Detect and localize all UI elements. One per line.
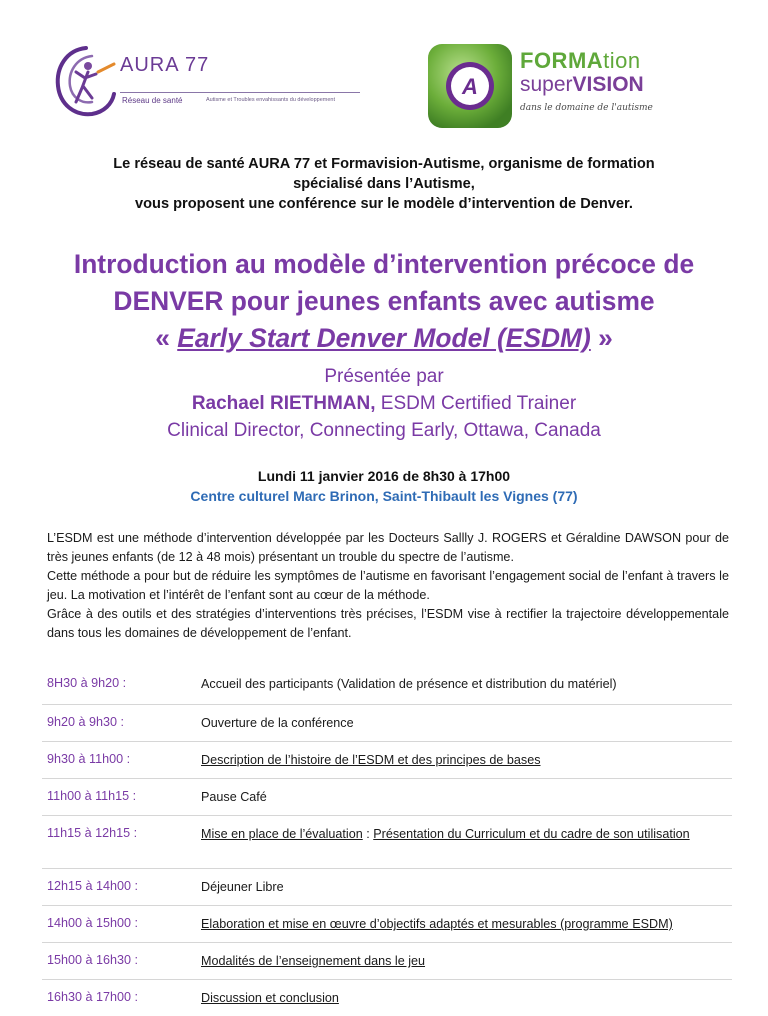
schedule-item: Elaboration et mise en œuvre d’objectifs adaptés et mesurables (programme ESDM) (201, 917, 673, 931)
description-paragraph: L’ESDM est une méthode d’intervention développée par les Docteurs Sallly J. ROGERS et Géraldine DAWSON pour de très jeunes enfants (de 12 à 48 mois) présentant un trouble du spectre de l’autisme. (47, 531, 729, 564)
formavision-emblem-icon (424, 40, 516, 132)
schedule-row (42, 869, 732, 906)
schedule-row (42, 705, 732, 742)
formavision-tagline: dans le domaine de l'autisme (520, 103, 653, 113)
schedule-row (42, 742, 732, 779)
formavision-forma: FORMA (520, 48, 604, 73)
intro-line-1: Le réseau de santé AURA 77 et Formavision-Autisme, organisme de formation (113, 156, 655, 172)
schedule-row (42, 664, 732, 705)
title-quote-close: » (590, 323, 613, 353)
title-line-2: DENVER pour jeunes enfants avec autisme (113, 286, 655, 316)
schedule-item: Accueil des participants (Validation de présence et distribution du matériel) (201, 677, 617, 691)
title-line-3 (30, 320, 738, 357)
formavision-title-bottom (520, 73, 644, 97)
aura-logo-name: AURA 77 (120, 54, 210, 76)
title-line-1: Introduction au modèle d’intervention précoce de (73, 249, 695, 279)
schedule-time: 9h20 à 9h30 : (47, 715, 125, 729)
event-date: Lundi 11 janvier 2016 de 8h30 à 17h00 (257, 468, 511, 484)
schedule-row (42, 906, 732, 943)
title-model-name: Early Start Denver Model (ESDM) (177, 323, 591, 353)
presenter-affiliation: Clinical Director, Connecting Early, Ottawa, Canada (167, 420, 601, 441)
schedule-item: Description de l’histoire de l’ESDM et des principes de bases (201, 753, 541, 767)
schedule-row (42, 980, 732, 1016)
presenter-block (30, 363, 738, 444)
formavision-tion: tion (603, 48, 641, 73)
presenter-line (30, 390, 738, 417)
schedule-row (42, 943, 732, 980)
event-info (30, 466, 738, 506)
aura-logo-subtitle: Réseau de santé (122, 96, 183, 105)
formavision-logo (424, 40, 664, 132)
schedule-item: Déjeuner Libre (201, 880, 284, 894)
schedule-time: 11h00 à 11h15 : (47, 789, 137, 803)
aura-logo-divider (120, 92, 360, 93)
schedule-item-part: Présentation du Curriculum et du cadre de son utilisation (373, 827, 690, 841)
title-quote-open: « (155, 323, 178, 353)
schedule-row (42, 816, 732, 869)
aura-logo-tagline: Autisme et Troubles envahissants du développement (206, 97, 336, 103)
formavision-vision: VISION (572, 73, 644, 96)
schedule-item: Discussion et conclusion (201, 991, 339, 1005)
intro-line-3: vous proposent une conférence sur le modèle d’intervention de Denver. (135, 196, 633, 212)
schedule-time: 8H30 à 9h20 : (47, 676, 127, 690)
schedule-time: 14h00 à 15h00 : (47, 916, 139, 930)
presenter-name: Rachael RIETHMAN, (191, 393, 376, 414)
schedule-time: 16h30 à 17h00 : (47, 990, 139, 1004)
schedule-time: 9h30 à 11h00 : (47, 752, 131, 766)
description-paragraph: Cette méthode a pour but de réduire les symptômes de l’autisme en favorisant l’engagement social de l’enfant à travers le jeu. La motivation et l’intérêt de l’enfant sont au cœur de la méthode. (47, 569, 729, 602)
schedule-time: 15h00 à 16h30 : (47, 953, 139, 967)
schedule-row (42, 779, 732, 816)
schedule-item-part: Mise en place de l’évaluation (201, 827, 363, 841)
description (47, 529, 729, 643)
schedule-item: Pause Café (201, 790, 267, 804)
intro-text (40, 154, 728, 214)
formavision-super: super (520, 73, 573, 96)
formavision-title-top (520, 48, 641, 74)
svg-text:A: A (462, 74, 478, 99)
schedule-table (42, 664, 732, 1016)
presented-by-label: Présentée par (324, 366, 444, 387)
intro-line-2: spécialisé dans l’Autisme, (293, 176, 475, 192)
presenter-role: ESDM Certified Trainer (375, 393, 577, 414)
aura77-logo (58, 46, 358, 126)
schedule-time: 12h15 à 14h00 : (47, 879, 139, 893)
schedule-item: Modalités de l’enseignement dans le jeu (201, 954, 426, 968)
conference-title (30, 246, 738, 357)
logos-header (0, 40, 768, 140)
schedule-item-separator: : (362, 827, 374, 841)
schedule-item: Ouverture de la conférence (201, 716, 354, 730)
schedule-item (196, 816, 732, 868)
event-venue: Centre culturel Marc Brinon, Saint-Thibault les Vignes (77) (190, 488, 578, 504)
schedule-time: 11h15 à 12h15 : (47, 826, 138, 840)
description-paragraph: Grâce à des outils et des stratégies d’interventions très précises, l’ESDM vise à rectifier la trajectoire développementale dans tous les domaines de développement de l’enfant. (47, 607, 729, 640)
aura-emblem-icon (52, 42, 122, 122)
